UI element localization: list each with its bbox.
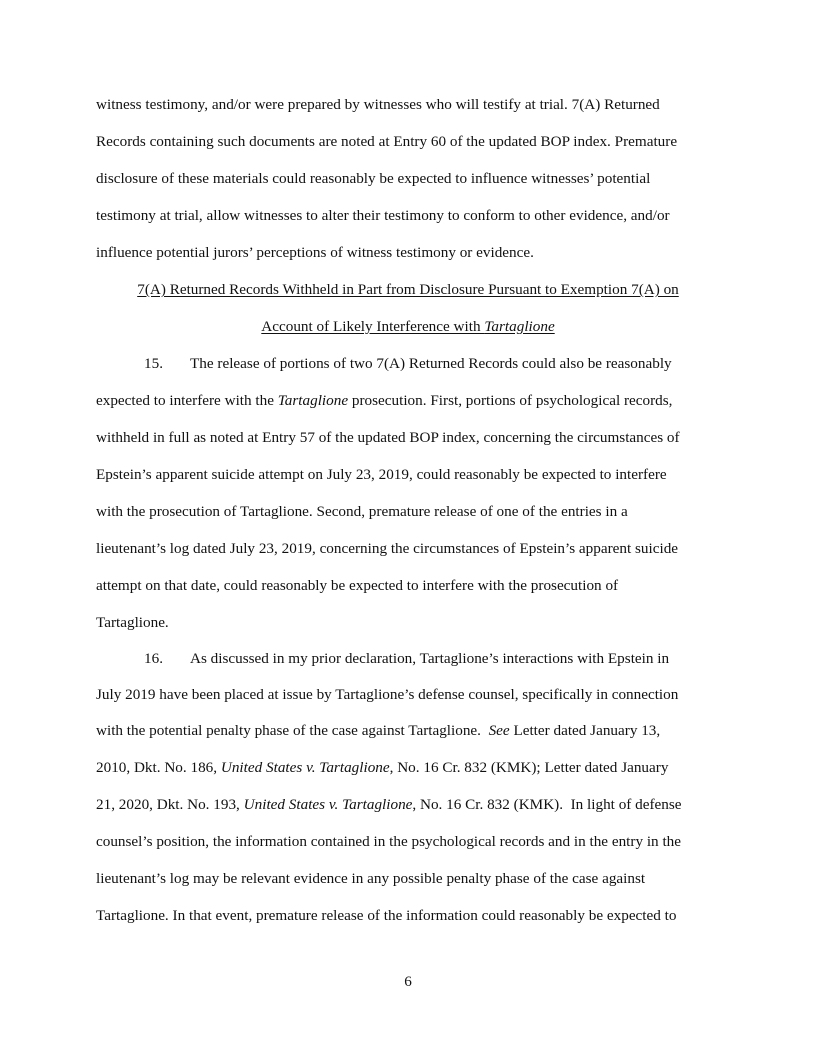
paragraph-16-first-line bbox=[144, 648, 720, 670]
body-line: withheld in full as noted at Entry 57 of the updated BOP index, concerning the circumstances of bbox=[96, 429, 680, 446]
body-line: attempt on that date, could reasonably be expected to interfere with the prosecution of bbox=[96, 577, 619, 594]
body-text: 21, 2020, Dkt. No. 193, bbox=[96, 796, 244, 813]
heading-italic: Tartaglione bbox=[484, 318, 555, 335]
case-name-italic: United States v. Tartaglione bbox=[243, 796, 413, 813]
body-text: prosecution. First, portions of psychological records, bbox=[348, 392, 673, 409]
body-line: Tartaglione. bbox=[96, 614, 169, 631]
section-heading-text bbox=[261, 318, 554, 335]
body-text: The release of portions of two 7(A) Returned Records could also be reasonably bbox=[190, 355, 672, 372]
body-line: influence potential jurors’ perceptions of witness testimony or evidence. bbox=[96, 244, 534, 261]
paragraph-number: 16. bbox=[144, 650, 163, 667]
section-heading-line-2 bbox=[0, 316, 816, 338]
body-line: witness testimony, and/or were prepared by witnesses who will testify at trial. 7(A) Returned bbox=[96, 96, 660, 113]
body-line: counsel’s position, the information contained in the psychological records and in the entry in the bbox=[96, 833, 681, 850]
citation-signal-italic: See bbox=[488, 722, 510, 739]
body-line bbox=[96, 794, 720, 816]
body-line: July 2019 have been placed at issue by Tartaglione’s defense counsel, specifically in connection bbox=[96, 686, 679, 703]
body-text: 2010, Dkt. No. 186, bbox=[96, 759, 221, 776]
body-line: disclosure of these materials could reasonably be expected to influence witnesses’ potential bbox=[96, 170, 651, 187]
section-heading-text: 7(A) Returned Records Withheld in Part from Disclosure Pursuant to Exemption 7(A) on bbox=[137, 281, 679, 298]
body-line bbox=[96, 757, 720, 779]
body-line: Epstein’s apparent suicide attempt on July 23, 2019, could reasonably be expected to interfere bbox=[96, 466, 667, 483]
body-line bbox=[96, 390, 720, 412]
body-text: with the potential penalty phase of the case against Tartaglione. bbox=[96, 722, 489, 739]
body-line: lieutenant’s log dated July 23, 2019, concerning the circumstances of Epstein’s apparent suicide bbox=[96, 540, 679, 557]
body-text: , No. 16 Cr. 832 (KMK); Letter dated January bbox=[389, 759, 669, 776]
paragraph-15-first-line bbox=[144, 353, 720, 375]
case-name-italic: Tartaglione bbox=[277, 392, 349, 409]
case-name-italic: United States v. Tartaglione bbox=[220, 759, 390, 776]
paragraph-number: 15. bbox=[144, 355, 163, 372]
body-line bbox=[96, 720, 720, 742]
body-text: As discussed in my prior declaration, Tartaglione’s interactions with Epstein in bbox=[190, 650, 670, 667]
body-line: testimony at trial, allow witnesses to alter their testimony to conform to other evidence, and/or bbox=[96, 207, 670, 224]
body-text: expected to interfere with the bbox=[96, 392, 278, 409]
heading-plain: Account of Likely Interference with bbox=[261, 318, 485, 335]
section-heading-line-1 bbox=[0, 279, 816, 301]
body-text: Letter dated January 13, bbox=[509, 722, 661, 739]
body-line: lieutenant’s log may be relevant evidence in any possible penalty phase of the case against bbox=[96, 870, 646, 887]
body-line: Tartaglione. In that event, premature release of the information could reasonably be expected to bbox=[96, 907, 677, 924]
body-line: Records containing such documents are noted at Entry 60 of the updated BOP index. Premature bbox=[96, 133, 678, 150]
body-line: with the prosecution of Tartaglione. Second, premature release of one of the entries in a bbox=[96, 503, 628, 520]
body-text: , No. 16 Cr. 832 (KMK). In light of defense bbox=[412, 796, 682, 813]
page-number: 6 bbox=[404, 973, 412, 990]
